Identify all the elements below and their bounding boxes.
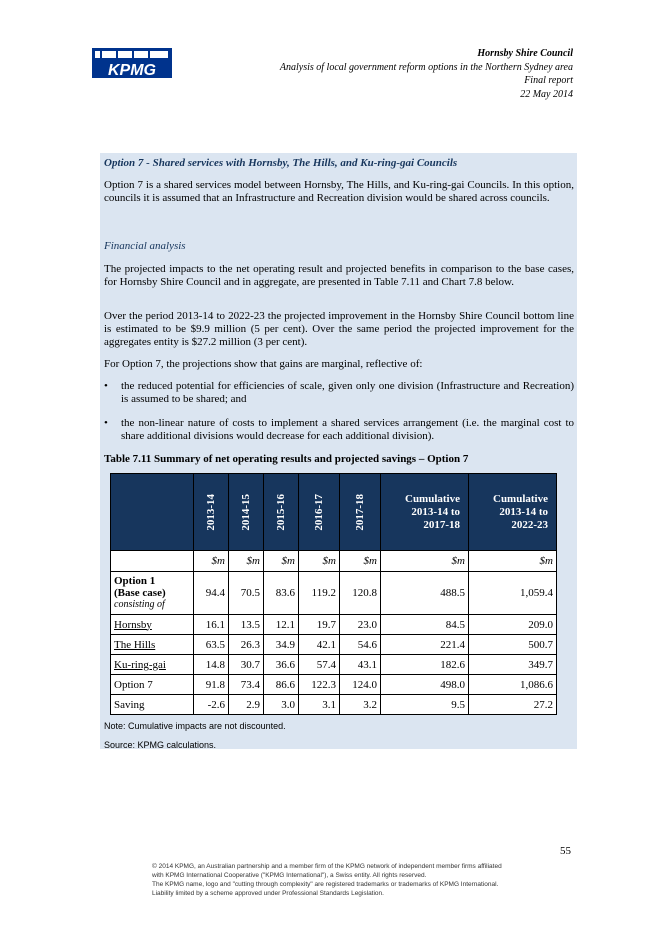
value-cell: 94.4: [194, 572, 229, 615]
value-cell: 3.0: [264, 695, 299, 715]
value-cell: 124.0: [340, 675, 381, 695]
value-cell: 36.6: [264, 655, 299, 675]
value-cell: 42.1: [299, 635, 340, 655]
header-year: 2013-14: [194, 474, 229, 551]
table-note: Note: Cumulative impacts are not discounted.: [104, 721, 286, 731]
row-label: Hornsby: [111, 615, 194, 635]
value-cell: 120.8: [340, 572, 381, 615]
page-header: [280, 47, 573, 101]
value-cell: 70.5: [229, 572, 264, 615]
table-row: [111, 675, 557, 695]
value-cell: 23.0: [340, 615, 381, 635]
units-row: [111, 551, 557, 572]
bullet-symbol: •: [104, 380, 108, 392]
row-label: Ku-ring-gai: [111, 655, 194, 675]
value-cell: 2.9: [229, 695, 264, 715]
value-cell: 3.2: [340, 695, 381, 715]
value-cell: 182.6: [381, 655, 469, 675]
header-cumulative-2022-23: Cumulative 2013-14 to 2022-23: [469, 474, 557, 551]
kpmg-logo: [92, 48, 172, 78]
table-row: [111, 695, 557, 715]
value-cell: 498.0: [381, 675, 469, 695]
unit-cell: $m: [381, 551, 469, 572]
value-cell: 1,086.6: [469, 675, 557, 695]
value-cell: 349.7: [469, 655, 557, 675]
value-cell: 19.7: [299, 615, 340, 635]
page-footer: [152, 862, 532, 898]
row-label: The Hills: [111, 635, 194, 655]
unit-cell: $m: [264, 551, 299, 572]
row-label: Option 1 (Base case) consisting of: [111, 572, 194, 615]
row-label: Option 7: [111, 675, 194, 695]
value-cell: 14.8: [194, 655, 229, 675]
value-cell: 3.1: [299, 695, 340, 715]
value-cell: 54.6: [340, 635, 381, 655]
paragraph-3: For Option 7, the projections show that gains are marginal, reflective of:: [104, 358, 423, 370]
unit-cell: $m: [299, 551, 340, 572]
table-row: [111, 615, 557, 635]
council-name: Hornsby Shire Council: [477, 48, 573, 59]
value-cell: 221.4: [381, 635, 469, 655]
bullet-item-1: the reduced potential for efficiencies of scale, given only one division (Infrastructure and Recreation) is assumed to be shared; and: [121, 380, 574, 405]
value-cell: 43.1: [340, 655, 381, 675]
value-cell: 9.5: [381, 695, 469, 715]
value-cell: 73.4: [229, 675, 264, 695]
value-cell: 63.5: [194, 635, 229, 655]
header-cumulative-2017-18: Cumulative 2013-14 to 2017-18: [381, 474, 469, 551]
table-row: [111, 635, 557, 655]
section-title: Option 7 - Shared services with Hornsby, The Hills, and Ku-ring-gai Councils: [104, 157, 458, 169]
intro-paragraph: Option 7 is a shared services model between Hornsby, The Hills, and Ku-ring-gai Councils. In this option, councils it is assumed that an Infrastructure and Recreation division would be shared across councils.: [104, 179, 574, 204]
unit-cell: $m: [340, 551, 381, 572]
unit-cell: $m: [469, 551, 557, 572]
value-cell: 27.2: [469, 695, 557, 715]
footer-line: © 2014 KPMG, an Australian partnership and a member firm of the KPMG network of independent member firms affiliated: [152, 863, 502, 870]
summary-table: [110, 473, 557, 715]
header-year: 2014-15: [229, 474, 264, 551]
value-cell: 84.5: [381, 615, 469, 635]
page-number: 55: [560, 845, 571, 857]
value-cell: 209.0: [469, 615, 557, 635]
value-cell: 30.7: [229, 655, 264, 675]
header-year: 2017-18: [340, 474, 381, 551]
paragraph-2: Over the period 2013-14 to 2022-23 the projected improvement in the Hornsby Shire Council bottom line is estimated to be $9.9 million (5 per cent). Over the same period the projected improvement for the aggregates entity is $27.2 million (3 per cent).: [104, 310, 574, 348]
value-cell: 1,059.4: [469, 572, 557, 615]
value-cell: 83.6: [264, 572, 299, 615]
row-label: Saving: [111, 695, 194, 715]
value-cell: 12.1: [264, 615, 299, 635]
report-type: Final report: [524, 75, 573, 86]
value-cell: 16.1: [194, 615, 229, 635]
logo-text: KPMG: [108, 62, 156, 78]
header-blank: [111, 474, 194, 551]
financial-analysis-heading: Financial analysis: [104, 240, 186, 252]
value-cell: 26.3: [229, 635, 264, 655]
value-cell: -2.6: [194, 695, 229, 715]
value-cell: 13.5: [229, 615, 264, 635]
paragraph-1: The projected impacts to the net operating result and projected benefits in comparison to the base cases, for Hornsby Shire Council and in aggregate, are presented in Table 7.11 and Chart 7.8 below.: [104, 263, 574, 288]
bullet-symbol: •: [104, 417, 108, 429]
bullet-item-2: the non-linear nature of costs to implement a shared services arrangement (i.e. the marginal cost to share additional divisions would decrease for each additional division).: [121, 417, 574, 442]
value-cell: 488.5: [381, 572, 469, 615]
footer-line: Liability limited by a scheme approved under Professional Standards Legislation.: [152, 890, 384, 897]
unit-cell: $m: [229, 551, 264, 572]
table-source: Source: KPMG calculations.: [104, 740, 217, 750]
header-year: 2016-17: [299, 474, 340, 551]
value-cell: 86.6: [264, 675, 299, 695]
report-date: 22 May 2014: [520, 88, 573, 100]
table-header-row: [111, 474, 557, 551]
value-cell: 119.2: [299, 572, 340, 615]
report-subtitle: Analysis of local government reform options in the Northern Sydney area: [279, 61, 573, 73]
unit-cell: $m: [194, 551, 229, 572]
header-year: 2015-16: [264, 474, 299, 551]
value-cell: 34.9: [264, 635, 299, 655]
value-cell: 91.8: [194, 675, 229, 695]
value-cell: 122.3: [299, 675, 340, 695]
value-cell: 57.4: [299, 655, 340, 675]
table-row: [111, 655, 557, 675]
footer-line: The KPMG name, logo and "cutting through complexity" are registered trademarks or trademarks of KPMG International.: [152, 881, 499, 888]
table-row: [111, 572, 557, 615]
footer-line: with KPMG International Cooperative ("KPMG International"), a Swiss entity. All rights reserved.: [152, 872, 427, 879]
value-cell: 500.7: [469, 635, 557, 655]
table-caption: Table 7.11 Summary of net operating results and projected savings – Option 7: [104, 453, 469, 465]
